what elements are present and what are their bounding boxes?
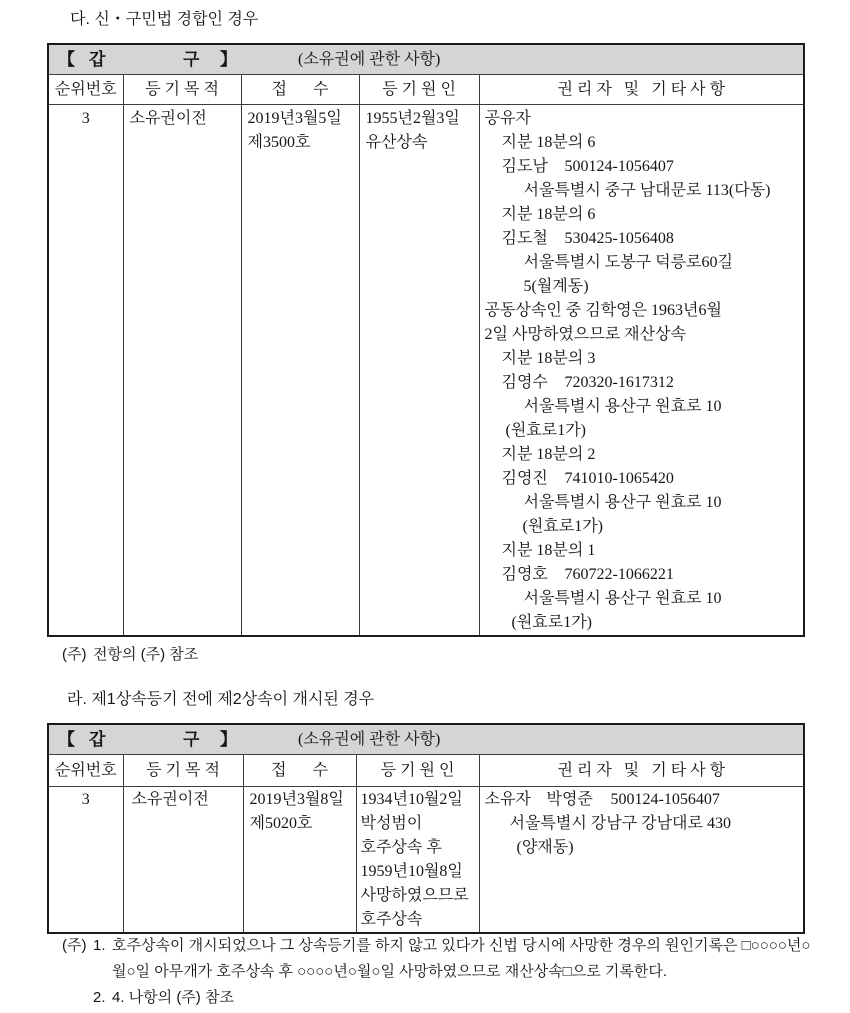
co-owner-id: 741010-1065420 [564,470,674,487]
inheritance-remark: 2일 사망하였으므로 재산상속 [484,326,686,343]
note-text: 전항의 (주) 참조 [93,646,199,663]
co-owner-label: 공유자 [484,110,531,127]
table-title-row [48,724,804,755]
owner-address: 서울특별시 강남구 강남대로 430 [509,815,731,832]
cause-line: 1959년10월8일 [360,863,463,880]
register-table-ra [47,723,805,934]
co-owner-address: 서울특별시 용산구 원효로 10 [523,590,722,607]
column-header-row [48,755,804,787]
co-owner-name: 김도철 [501,230,548,247]
receipt-number: 제3500호 [247,134,311,151]
entry-purpose-cell [123,105,241,637]
co-owner-id: 530425-1056408 [564,230,674,247]
cause-date: 1955년2월3일 [365,110,460,127]
entry-receipt-cell [241,105,359,637]
header-cause: 등 기 원 인 [359,75,479,105]
header-rank: 순위번호 [48,755,123,787]
co-owner-entry [485,227,804,251]
co-owner-name: 김영호 [501,566,548,583]
header-receipt: 접 수 [241,75,359,105]
co-owner-name: 김영수 [501,374,548,391]
co-owner-address: 서울특별시 도봉구 덕릉로60길 [523,254,733,271]
table-title-row [48,44,804,75]
entry-row [48,105,804,637]
table-title-cell [48,44,804,75]
title-gu-char: 구 [183,730,200,749]
entry-cause-cell [359,105,479,637]
section-heading-d: 다. 신・구민법 경합인 경우 [70,11,259,28]
header-details: 권 리 자 및 기 타 사 항 [479,75,804,105]
entry-row [48,787,804,934]
co-owner-address: 서울특별시 중구 남대문로 113(다동) [523,182,771,199]
co-owner-address-detail: (원효로1가) [522,518,603,535]
share-fraction: 지분 18분의 6 [501,206,596,223]
entry-details-cell [479,105,804,637]
co-owner-entry [485,563,804,587]
column-header-row [48,75,804,105]
receipt-number: 제5020호 [249,815,313,832]
co-owner-address-continued: 5(월계동) [523,278,589,295]
entry-cause-cell [356,787,479,934]
co-owner-id: 720320-1617312 [564,374,674,391]
owner-id: 500124-1056407 [610,791,720,808]
title-bracket-open: 【 [58,730,75,749]
entry-purpose-cell [123,787,243,934]
co-owner-address: 서울특별시 용산구 원효로 10 [523,398,722,415]
owner-role: 소유자 [484,791,531,808]
co-owner-name: 김영진 [501,470,548,487]
title-bracket-open: 【 [58,50,75,69]
cause-type: 유산상속 [365,134,428,151]
note-item-number: 1. [93,937,106,954]
title-bracket-close: 】 [220,50,237,69]
title-gap-char: 갑 [89,730,106,749]
header-purpose: 등 기 목 적 [123,755,243,787]
note-item-number: 2. [93,989,106,1006]
entry-purpose: 소유권이전 [131,791,209,808]
co-owner-entry [485,155,804,179]
owner-entry [485,788,804,812]
entry-rank-cell [48,787,123,934]
header-cause: 등 기 원 인 [356,755,479,787]
cause-line: 1934년10월2일 [360,791,463,808]
co-owner-name: 김도남 [501,158,548,175]
co-owner-entry [485,467,804,491]
header-receipt: 접 수 [243,755,356,787]
entry-receipt-cell [243,787,356,934]
co-owner-id: 760722-1066221 [564,566,674,583]
note-item-text: 4. 나항의 (주) 참조 [112,989,234,1006]
co-owner-id: 500124-1056407 [564,158,674,175]
cause-line: 호주상속 [360,911,423,928]
register-table-d [47,43,805,637]
share-fraction: 지분 18분의 3 [501,350,596,367]
header-rank: 순위번호 [48,75,123,105]
co-owner-address-detail: (원효로1가) [511,614,592,631]
title-subtitle: (소유권에 관한 사항) [298,51,441,68]
receipt-date: 2019년3월5일 [247,110,342,127]
cause-line: 사망하였으므로 [360,887,469,904]
entry-purpose: 소유권이전 [129,110,207,127]
owner-name: 박영준 [546,791,593,808]
section-heading-ra: 라. 제1상속등기 전에 제2상속이 개시된 경우 [67,691,375,708]
receipt-date: 2019년3월8일 [249,791,344,808]
share-fraction: 지분 18분의 1 [501,542,596,559]
owner-address-detail: (양재동) [516,839,574,856]
entry-rank: 3 [81,110,90,127]
cause-line: 박성범이 [360,815,423,832]
note-item-text: 호주상속이 개시되었으나 그 상속등기를 하지 않고 있다가 신법 당시에 사망한 경우의 원인기록은 □○○○○년○ [112,937,811,954]
entry-rank-cell [48,105,123,637]
title-subtitle: (소유권에 관한 사항) [298,731,441,748]
co-owner-address: 서울특별시 용산구 원효로 10 [523,494,722,511]
note-item-text: 월○일 아무개가 호주상속 후 ○○○○년○월○일 사망하였으므로 재산상속□으로 기록한다. [112,963,668,980]
co-owner-entry [485,371,804,395]
share-fraction: 지분 18분의 2 [501,446,596,463]
header-details: 권 리 자 및 기 타 사 항 [479,755,804,787]
co-owner-address-detail: (원효로1가) [505,422,586,439]
header-purpose: 등 기 목 적 [123,75,241,105]
table-title-cell [48,724,804,755]
cause-line: 호주상속 후 [360,839,442,856]
inheritance-remark: 공동상속인 중 김학영은 1963년6월 [484,302,722,319]
title-bracket-close: 】 [220,730,237,749]
note-label: (주) [62,937,87,954]
title-gu-char: 구 [183,50,200,69]
entry-rank: 3 [81,791,90,808]
title-gap-char: 갑 [89,50,106,69]
entry-details-cell [479,787,804,934]
share-fraction: 지분 18분의 6 [501,134,596,151]
note-label: (주) [62,646,87,663]
